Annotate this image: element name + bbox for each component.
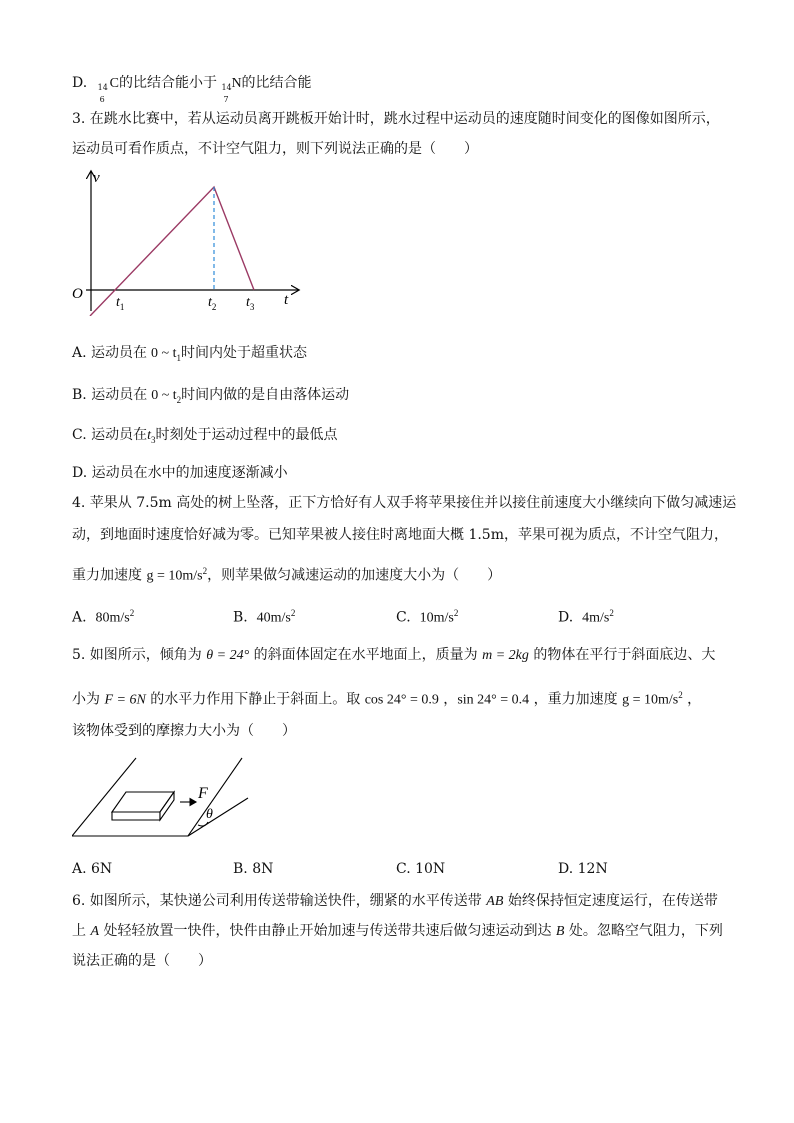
mass-number: 14 (97, 83, 108, 92)
q5-incline-figure (72, 756, 262, 844)
q5-option-a: A. 6N (72, 861, 113, 877)
v-axis-label: v (93, 170, 100, 186)
q4-option-b: B. $40m/s^2$ (233, 608, 296, 626)
q5-option-b: B. 8N (233, 861, 274, 877)
q5-option-d: D. 12N (558, 861, 608, 877)
mass-number: 14 (221, 83, 232, 92)
q3-stem-line1: 3. 在跳水比赛中，若从运动员离开跳板开始计时，跳水过程中运动员的速度随时间变化的图像如图所示， (72, 111, 720, 127)
q4-stem-line3: 重力加速度 $g = 10m/s^2$，则苹果做匀减速运动的加速度大小为（ ） (72, 566, 502, 584)
q3-stem-line2: 运动员可看作质点，不计空气阻力，则下列说法正确的是（ ） (72, 141, 478, 157)
q3-option-a: A. 运动员在 0 ~ $t_1$时间内处于超重状态 (72, 345, 307, 363)
q4-option-c: C. $10m/s^2$ (396, 608, 459, 626)
origin-label: O (72, 286, 83, 302)
q5-option-c: C. 10N (396, 861, 446, 877)
q4-stem-line2: 动，到地面时速度恰好减为零。已知苹果被人接住时离地面大概 1.5m，苹果可视为质点，不计空气阻力， (72, 527, 728, 543)
t3-label: $t_3$ (246, 295, 255, 312)
q4-stem-line1: 4. 苹果从 7.5m 高处的树上坠落，正下方恰好有人双手将苹果接住并以接住前速度大小继续向下做匀减速运 (72, 495, 737, 511)
atomic-number: 6 (99, 95, 105, 104)
q4-option-a: A. $80m/s^2$ (72, 608, 135, 626)
q5-stem-line1: 5. 如图所示，倾角为 θ = 24° 的斜面体固定在水平地面上，质量为 m = 2kg 的物体在平行于斜面底边、大 (72, 647, 716, 663)
angle-label: θ (206, 807, 213, 822)
q3-option-d: D. 运动员在水中的加速度逐渐减小 (72, 465, 288, 481)
q2-option-d (72, 74, 312, 104)
q5-stem-line3: 该物体受到的摩擦力大小为（ ） (72, 723, 296, 739)
q3-option-b: B. 运动员在 0 ~ $t_2$时间内做的是自由落体运动 (72, 387, 350, 405)
velocity-curve (90, 187, 254, 316)
option-text: C的比结合能小于 (109, 76, 217, 91)
q3-option-c: C. 运动员在$t_3$时刻处于运动过程中的最低点 (72, 427, 338, 445)
force-label: F (198, 785, 208, 802)
q6-stem-line1: 6. 如图所示，某快递公司利用传送带输送快件，绷紧的水平传送带 AB 始终保持恒定速度运行，在传送带 (72, 893, 718, 909)
block-front (112, 812, 160, 820)
q6-stem-line3: 说法正确的是（ ） (72, 953, 212, 969)
t2-label: $t_2$ (208, 295, 217, 312)
q4-option-d: D. $4m/s^2$ (558, 608, 614, 626)
q6-stem-line2: 上 A 处轻轻放置一快件，快件由静止开始加速与传送带共速后做匀速运动到达 B 处。忽略空气阻力，下列 (72, 923, 723, 939)
q5-stem-line2: 小为 F = 6N 的水平力作用下静止于斜面上。取 cos 24° = 0.9 ，sin 24° = 0.4 ，重力加速度 $g = 10m/s^2$ ， (72, 690, 702, 708)
atomic-number: 7 (223, 95, 229, 104)
q3-velocity-time-graph (68, 166, 308, 316)
t-axis-label: t (284, 292, 289, 308)
ground-edge (188, 798, 248, 836)
option-text: N的比结合能 (231, 76, 312, 91)
angle-arc (198, 822, 208, 826)
option-label: D. (72, 75, 88, 91)
t1-label: $t_1$ (116, 295, 125, 312)
